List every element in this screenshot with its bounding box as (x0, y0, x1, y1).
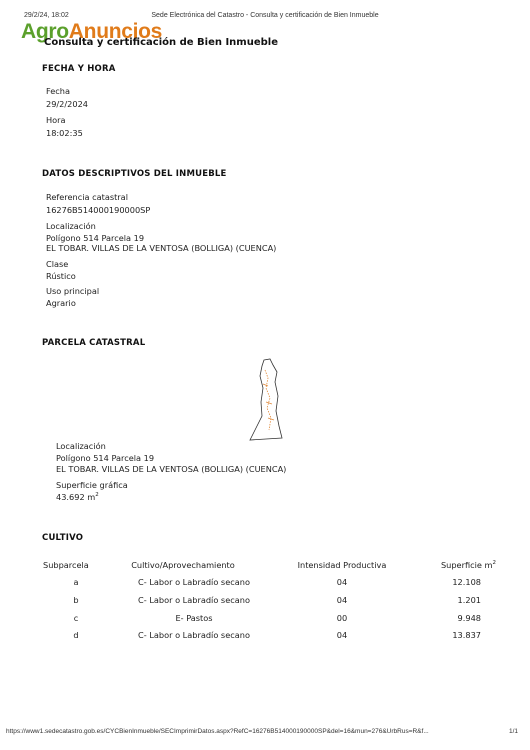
superficie-grafica-exp: 2 (95, 492, 99, 498)
clase-value: Rústico (46, 271, 76, 281)
cultivo-row-a-superficie: 12.108 (452, 577, 481, 587)
cultivo-row-c-superficie: 9.948 (457, 613, 481, 623)
parcel-map-image (246, 356, 292, 444)
col-header-superficie-text: Superficie m (440, 560, 493, 570)
logo-part-anuncios: Anuncios (68, 20, 163, 43)
fecha-value: 29/2/2024 (46, 99, 88, 109)
col-header-superficie (441, 560, 496, 570)
col-header-intensidad: Intensidad Productiva (297, 560, 387, 570)
cultivo-row-c-intensidad: 00 (336, 613, 348, 623)
cultivo-row-d-subparcela: d (73, 630, 79, 640)
uso-principal-label: Uso principal (46, 286, 100, 296)
cultivo-row-a-subparcela: a (73, 577, 79, 587)
parcela-localizacion-label: Localización (56, 441, 106, 451)
print-datetime: 29/2/24, 18:02 (24, 12, 69, 19)
cultivo-row-b-superficie: 1.201 (457, 595, 481, 605)
localizacion-line1: Polígono 514 Parcela 19 (46, 233, 145, 243)
superficie-grafica-label: Superficie gráfica (56, 480, 128, 490)
parcela-localizacion-line1: Polígono 514 Parcela 19 (56, 453, 155, 463)
localizacion-label: Localización (46, 221, 96, 231)
cultivo-row-d-intensidad: 04 (336, 630, 348, 640)
section-title-parcela-catastral: PARCELA CATASTRAL (42, 338, 146, 348)
section-title-fecha-hora: FECHA Y HORA (42, 64, 116, 74)
cultivo-row-a-intensidad: 04 (336, 577, 348, 587)
ref-catastral-label: Referencia catastral (46, 192, 128, 202)
print-page-title: Sede Electrónica del Catastro - Consulta y certificación de Bien Inmueble (151, 12, 379, 19)
hora-value: 18:02:35 (46, 128, 83, 138)
parcel-outline (250, 359, 282, 440)
cultivo-row-d-cultivo: C- Labor o Labradío secano (138, 630, 250, 640)
cultivo-row-b-cultivo: C- Labor o Labradío secano (138, 595, 250, 605)
fecha-label: Fecha (46, 86, 71, 96)
logo-part-agro: Agro (21, 20, 69, 43)
parcela-localizacion-line2: EL TOBAR. VILLAS DE LA VENTOSA (BOLLIGA) (CUENCA) (56, 464, 287, 474)
cultivo-row-d-superficie: 13.837 (452, 630, 481, 640)
cultivo-row-a-cultivo: C- Labor o Labradío secano (138, 577, 250, 587)
localizacion-line2: EL TOBAR. VILLAS DE LA VENTOSA (BOLLIGA) (CUENCA) (46, 243, 277, 253)
cultivo-row-b-intensidad: 04 (336, 595, 348, 605)
col-header-cultivo: Cultivo/Aprovechamiento (131, 560, 235, 570)
col-header-subparcela: Subparcela (43, 560, 89, 570)
section-title-datos-descriptivos: DATOS DESCRIPTIVOS DEL INMUEBLE (42, 169, 227, 179)
superficie-grafica-value (56, 492, 99, 502)
cultivo-row-b-subparcela: b (73, 595, 79, 605)
ref-catastral-value: 16276B514000190000SP (46, 205, 151, 215)
uso-principal-value: Agrario (46, 298, 76, 308)
cultivo-row-c-cultivo: E- Pastos (175, 613, 213, 623)
print-footer-page-number: 1/1 (508, 728, 518, 735)
print-footer (6, 728, 518, 738)
cultivo-row-c-subparcela: c (73, 613, 79, 623)
clase-label: Clase (46, 259, 69, 269)
col-header-superficie-exp: 2 (492, 560, 496, 566)
section-title-cultivo: CULTIVO (42, 533, 84, 543)
document-title: Consulta y certificación de Bien Inmueble (44, 37, 278, 48)
superficie-grafica-number: 43.692 m (56, 492, 96, 502)
hora-label: Hora (46, 115, 66, 125)
print-footer-url: https://www1.sedecatastro.gob.es/CYCBienInmueble/SECImprimirDatos.aspx?RefC=16276B514000190000SP&del=16&mun=276&UrbRus=R&f... (6, 728, 429, 735)
